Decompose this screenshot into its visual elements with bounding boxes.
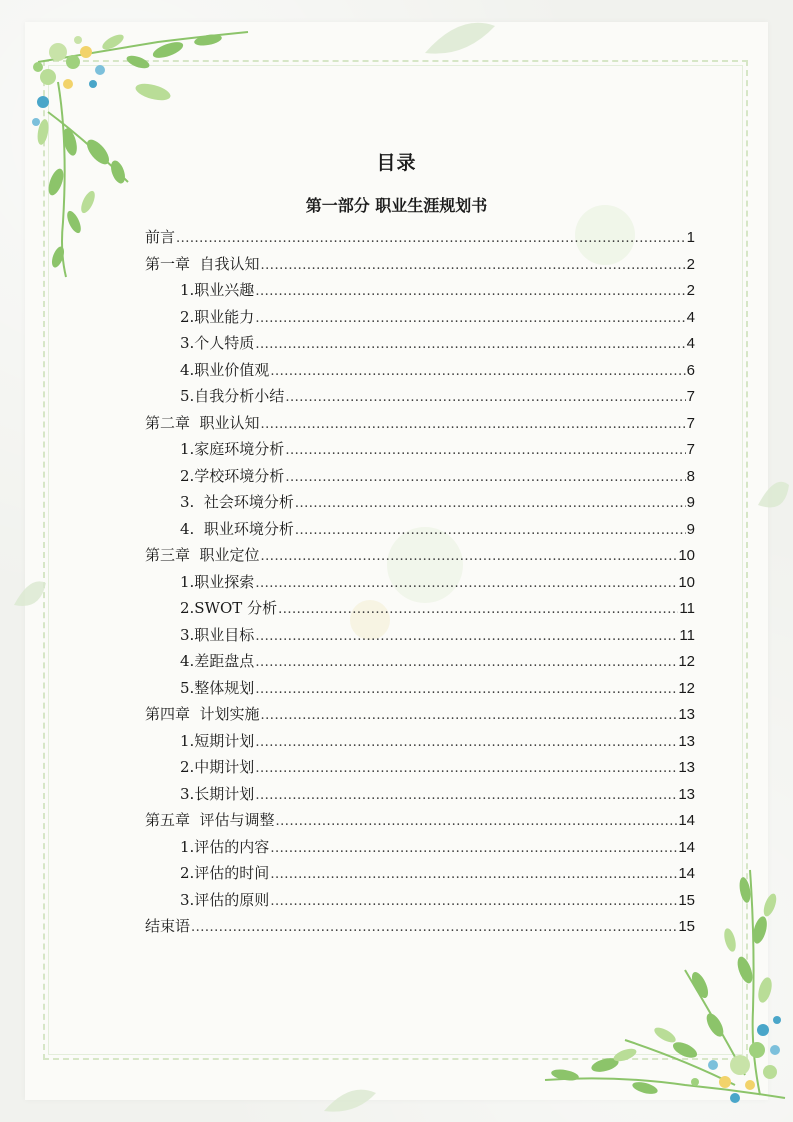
toc-entry-page: 11 — [679, 626, 695, 644]
toc-entry-page: 14 — [678, 838, 695, 856]
toc-entry-page: 9 — [686, 494, 695, 511]
toc-entry-page: 10 — [678, 573, 695, 591]
toc-entry-page: 11 — [679, 600, 695, 617]
dot-leader — [261, 412, 686, 439]
toc-entry-label: 3.长期计划 — [180, 784, 255, 803]
dot-leader — [270, 836, 677, 863]
toc-entry-label: 结束语 — [145, 917, 191, 935]
toc-entry-page: 14 — [678, 865, 695, 882]
toc-entry-page: 4 — [686, 335, 695, 352]
toc-entry-label: 5.整体规划 — [180, 678, 255, 697]
toc-subentry[interactable] — [145, 887, 695, 914]
toc-entry-page: 15 — [678, 891, 695, 909]
toc-subentry[interactable] — [145, 860, 695, 887]
toc-entry-label: 4. 职业环境分析 — [180, 519, 294, 538]
dot-leader — [270, 889, 677, 916]
toc-entry[interactable] — [145, 701, 695, 728]
toc-entry-page: 12 — [678, 679, 695, 697]
dot-leader — [285, 385, 685, 412]
toc-entry-label: 第二章 职业认知 — [145, 413, 260, 432]
dot-leader — [295, 518, 686, 545]
toc-entry-label: 3.职业目标 — [180, 625, 255, 644]
toc-subentry[interactable] — [145, 675, 695, 702]
dot-leader — [278, 597, 678, 624]
toc-entry-page: 13 — [678, 785, 695, 803]
toc-subentry[interactable] — [145, 383, 695, 410]
toc-entry-label: 2.SWOT 分析 — [180, 599, 278, 617]
dot-leader — [285, 438, 685, 465]
toc-entry-page: 7 — [686, 388, 695, 405]
toc-entry-label: 5.自我分析小结 — [180, 387, 285, 405]
dot-leader — [285, 465, 685, 492]
toc-entry-label: 1.职业兴趣 — [180, 281, 255, 299]
dot-leader — [255, 306, 685, 333]
toc-subentry[interactable] — [145, 648, 695, 675]
toc-entry-page: 2 — [686, 282, 695, 299]
toc-entry[interactable] — [145, 410, 695, 437]
toc-subentry[interactable] — [145, 834, 695, 861]
toc-subentry[interactable] — [145, 516, 695, 543]
toc-subentry[interactable] — [145, 781, 695, 808]
dot-leader — [270, 359, 685, 386]
toc-entry-label: 2.中期计划 — [180, 758, 255, 776]
toc-title: 目录 — [376, 152, 417, 174]
dot-leader — [276, 809, 678, 836]
table-of-contents — [145, 224, 695, 940]
toc-entry-page: 1 — [686, 229, 695, 246]
toc-subentry[interactable] — [145, 622, 695, 649]
toc-entry-label: 前言 — [145, 228, 176, 246]
toc-entry-label: 2.学校环境分析 — [180, 466, 285, 485]
toc-entry-page: 7 — [686, 414, 695, 432]
part-title: 第一部分 职业生涯规划书 — [305, 196, 488, 215]
toc-entry-page: 4 — [686, 308, 695, 326]
dot-leader — [270, 862, 677, 889]
dot-leader — [255, 756, 677, 783]
toc-entry-page: 7 — [686, 441, 695, 458]
toc-entry-label: 1.短期计划 — [180, 731, 255, 750]
toc-subentry[interactable] — [145, 357, 695, 384]
dot-leader — [261, 703, 678, 730]
toc-entry-page: 13 — [678, 759, 695, 776]
toc-entry-page: 12 — [678, 653, 695, 670]
toc-entry-label: 3.个人特质 — [180, 334, 255, 352]
toc-entry-label: 2.评估的时间 — [180, 864, 270, 882]
toc-entry-label: 第三章 职业定位 — [145, 546, 260, 564]
toc-entry-page: 10 — [678, 547, 695, 564]
toc-subentry[interactable] — [145, 595, 695, 622]
dot-leader — [255, 677, 677, 704]
toc-entry[interactable] — [145, 913, 695, 940]
toc-entry-label: 3. 社会环境分析 — [180, 493, 294, 511]
toc-subentry[interactable] — [145, 304, 695, 331]
dot-leader — [295, 491, 686, 518]
toc-subentry[interactable] — [145, 489, 695, 516]
toc-entry-page: 14 — [678, 812, 695, 829]
toc-entry-label: 4.差距盘点 — [180, 652, 255, 670]
toc-entry-page: 2 — [686, 255, 695, 273]
toc-entry[interactable] — [145, 251, 695, 278]
toc-entry[interactable] — [145, 542, 695, 569]
toc-subentry[interactable] — [145, 463, 695, 490]
dot-leader — [261, 253, 686, 280]
dot-leader — [255, 279, 685, 306]
dot-leader — [255, 624, 678, 651]
dot-leader — [255, 783, 677, 810]
toc-entry-label: 4.职业价值观 — [180, 360, 270, 379]
toc-entry-label: 第五章 评估与调整 — [145, 811, 275, 829]
dot-leader — [261, 544, 678, 571]
toc-subentry[interactable] — [145, 436, 695, 463]
toc-entry-page: 15 — [678, 918, 695, 935]
toc-entry-label: 1.评估的内容 — [180, 837, 270, 856]
toc-entry-label: 第一章 自我认知 — [145, 254, 260, 273]
toc-entry-page: 13 — [678, 732, 695, 750]
toc-entry-label: 1.职业探索 — [180, 572, 255, 591]
toc-subentry[interactable] — [145, 330, 695, 357]
toc-subentry[interactable] — [145, 277, 695, 304]
toc-entry[interactable] — [145, 224, 695, 251]
toc-subentry[interactable] — [145, 754, 695, 781]
toc-entry-label: 1.家庭环境分析 — [180, 440, 285, 458]
toc-subentry[interactable] — [145, 569, 695, 596]
dot-leader — [255, 571, 677, 598]
toc-entry[interactable] — [145, 807, 695, 834]
dot-leader — [255, 730, 677, 757]
toc-entry-label: 3.评估的原则 — [180, 890, 270, 909]
toc-entry-page: 8 — [686, 467, 695, 485]
dot-leader — [176, 226, 686, 253]
dot-leader — [191, 915, 677, 942]
toc-entry-page: 6 — [686, 361, 695, 379]
dot-leader — [255, 650, 677, 677]
toc-entry-page: 9 — [686, 520, 695, 538]
toc-entry-label: 第四章 计划实施 — [145, 705, 260, 723]
dot-leader — [255, 332, 685, 359]
toc-entry-page: 13 — [678, 706, 695, 723]
toc-subentry[interactable] — [145, 728, 695, 755]
toc-entry-label: 2.职业能力 — [180, 307, 255, 326]
